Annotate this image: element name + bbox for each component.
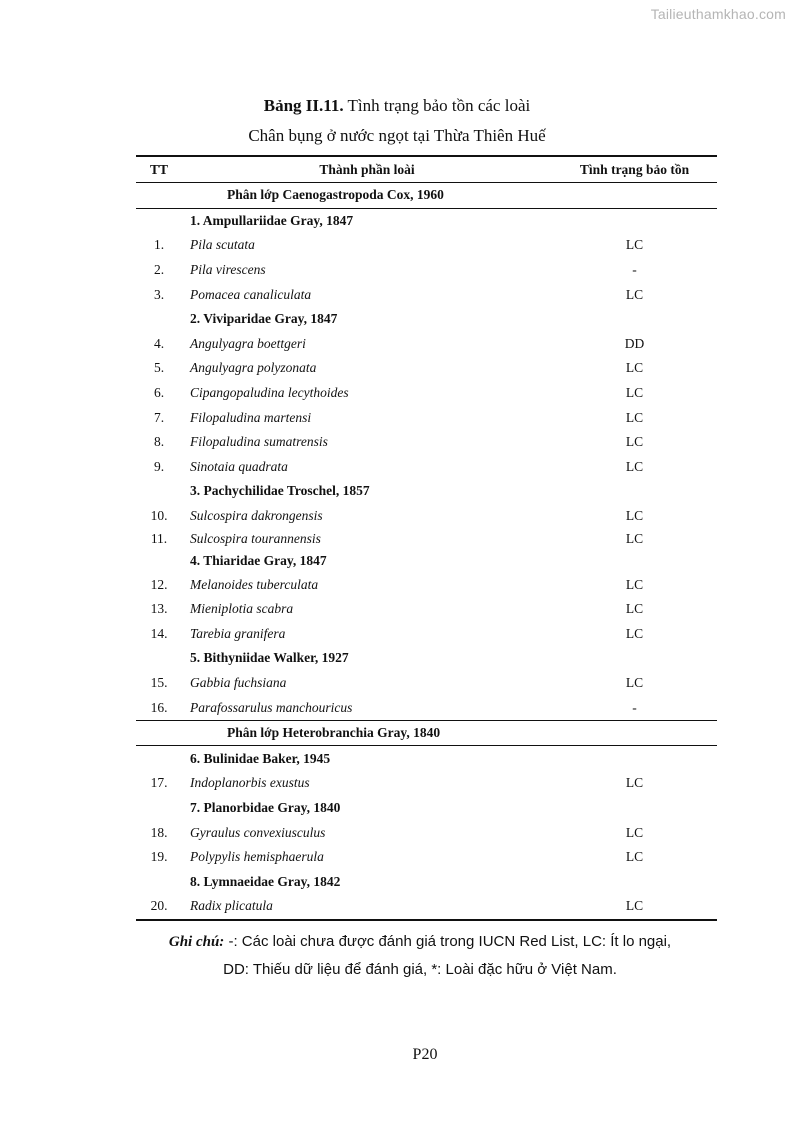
family-name: 6. Bulinidae Baker, 1945 — [190, 750, 331, 766]
subclass-row — [136, 183, 717, 209]
family-row — [136, 550, 717, 572]
status-value: LC — [625, 508, 644, 524]
family-row — [136, 869, 717, 894]
watermark: Tailieuthamkhao.com — [650, 6, 786, 22]
status-value: LC — [625, 458, 644, 474]
table-row — [136, 405, 717, 430]
species-name: Pila scutata — [190, 237, 255, 253]
family-name: 2. Viviparidae Gray, 1847 — [190, 311, 338, 327]
status-value: LC — [625, 775, 644, 791]
table-row — [136, 695, 717, 720]
note-label: Ghi chú: — [168, 934, 225, 950]
status-value: LC — [625, 385, 644, 401]
table-row — [136, 332, 717, 357]
row-number: 5. — [153, 360, 165, 376]
species-name: Gyraulus convexiusculus — [190, 824, 326, 840]
family-row — [136, 479, 717, 504]
row-number: 19. — [150, 849, 168, 865]
status-value: LC — [625, 849, 644, 865]
species-name: Filopaludina sumatrensis — [190, 434, 328, 450]
species-name: Pila virescens — [190, 262, 266, 278]
table-row — [136, 381, 717, 406]
species-name: Parafossarulus manchouricus — [190, 699, 353, 715]
table-row — [136, 356, 717, 381]
table-row — [136, 820, 717, 845]
table-row — [136, 282, 717, 307]
status-value: LC — [625, 824, 644, 840]
table-row — [136, 455, 717, 480]
species-name: Sinotaia quadrata — [190, 458, 288, 474]
row-number: 8. — [153, 434, 165, 450]
row-number: 18. — [150, 824, 168, 840]
family-row — [136, 646, 717, 671]
status-value: - — [632, 262, 637, 278]
table-row — [136, 572, 717, 597]
species-name: Mieniplotia scabra — [190, 601, 294, 617]
species-name: Gabbia fuchsiana — [190, 674, 287, 690]
table-row — [136, 845, 717, 870]
row-number: 12. — [150, 576, 168, 592]
row-number: 14. — [150, 625, 168, 641]
table-row — [136, 430, 717, 455]
status-value: LC — [625, 434, 644, 450]
species-name: Cipangopaludina lecythoides — [190, 385, 349, 401]
status-value: LC — [625, 898, 644, 914]
family-row — [136, 307, 717, 332]
row-number: 17. — [150, 775, 168, 791]
species-name: Melanoides tuberculata — [190, 576, 319, 592]
subclass-name: Phân lớp Heterobranchia Gray, 1840 — [227, 725, 441, 741]
status-value: LC — [625, 531, 644, 547]
header-species: Thành phần loài — [319, 161, 415, 177]
species-name: Filopaludina martensi — [190, 409, 312, 425]
status-value: DD — [624, 335, 645, 351]
status-value: LC — [625, 625, 644, 641]
row-number: 2. — [153, 262, 165, 278]
status-value: LC — [625, 409, 644, 425]
species-name: Angulyagra polyzonata — [190, 360, 317, 376]
table-row — [136, 622, 717, 647]
note-line-2: DD: Thiếu dữ liệu để đánh giá, *: Loài đặc hữu ở Việt Nam. — [223, 961, 617, 978]
family-name: 8. Lymnaeidae Gray, 1842 — [190, 873, 341, 889]
row-number: 15. — [150, 674, 168, 690]
row-number: 9. — [153, 458, 165, 474]
table-title — [0, 95, 794, 117]
row-number: 6. — [153, 385, 165, 401]
species-name: Radix plicatula — [190, 898, 273, 914]
table-title-label: Bảng II.11. — [263, 96, 344, 115]
table-row — [136, 771, 717, 796]
status-value: - — [632, 699, 637, 715]
species-name: Pomacea canaliculata — [190, 286, 312, 302]
status-value: LC — [625, 286, 644, 302]
row-number: 3. — [153, 286, 165, 302]
species-name: Angulyagra boettgeri — [190, 335, 306, 351]
status-value: LC — [625, 601, 644, 617]
table-title-text: Tình trạng bảo tồn các loài — [343, 96, 531, 115]
family-name: 4. Thiaridae Gray, 1847 — [190, 553, 327, 569]
status-value: LC — [625, 237, 644, 253]
table-row — [136, 894, 717, 919]
note-line-1 — [0, 928, 794, 956]
species-name: Tarebia granifera — [190, 625, 286, 641]
family-row — [136, 746, 717, 771]
row-number: 16. — [150, 699, 168, 715]
table-header-row — [136, 157, 717, 183]
family-name: 3. Pachychilidae Troschel, 1857 — [190, 483, 370, 499]
family-row — [136, 209, 717, 234]
species-name: Indoplanorbis exustus — [190, 775, 310, 791]
family-row — [136, 796, 717, 821]
table-row — [136, 504, 717, 529]
table-subtitle: Chân bụng ở nước ngọt tại Thừa Thiên Huế — [248, 126, 546, 145]
row-number: 10. — [150, 508, 168, 524]
table-note — [0, 928, 794, 984]
conservation-status-table — [136, 155, 717, 921]
family-name: 1. Ampullariidae Gray, 1847 — [190, 212, 354, 228]
table-row — [136, 233, 717, 258]
species-name: Sulcospira dakrongensis — [190, 508, 323, 524]
table-row — [136, 671, 717, 696]
status-value: LC — [625, 576, 644, 592]
row-number: 4. — [153, 335, 165, 351]
status-value: LC — [625, 360, 644, 376]
subclass-row — [136, 720, 717, 747]
species-name: Sulcospira tourannensis — [190, 531, 321, 547]
row-number: 7. — [153, 409, 165, 425]
page-number: P20 — [412, 1046, 438, 1063]
status-value: LC — [625, 674, 644, 690]
family-name: 7. Planorbidae Gray, 1840 — [190, 799, 341, 815]
table-row — [136, 597, 717, 622]
family-name: 5. Bithyniidae Walker, 1927 — [190, 650, 349, 666]
row-number: 13. — [150, 601, 168, 617]
subclass-name: Phân lớp Caenogastropoda Cox, 1960 — [227, 187, 444, 203]
note-text-1: -: Các loài chưa được đánh giá trong IUCN Red List, LC: Ít lo ngại, — [224, 933, 672, 950]
row-number: 11. — [150, 531, 168, 547]
table-row — [136, 258, 717, 283]
header-tt: TT — [149, 161, 168, 177]
species-name: Polypylis hemisphaerula — [190, 849, 324, 865]
table-row — [136, 528, 717, 550]
row-number: 20. — [150, 898, 168, 914]
header-status: Tình trạng bảo tồn — [579, 161, 690, 177]
row-number: 1. — [153, 237, 165, 253]
